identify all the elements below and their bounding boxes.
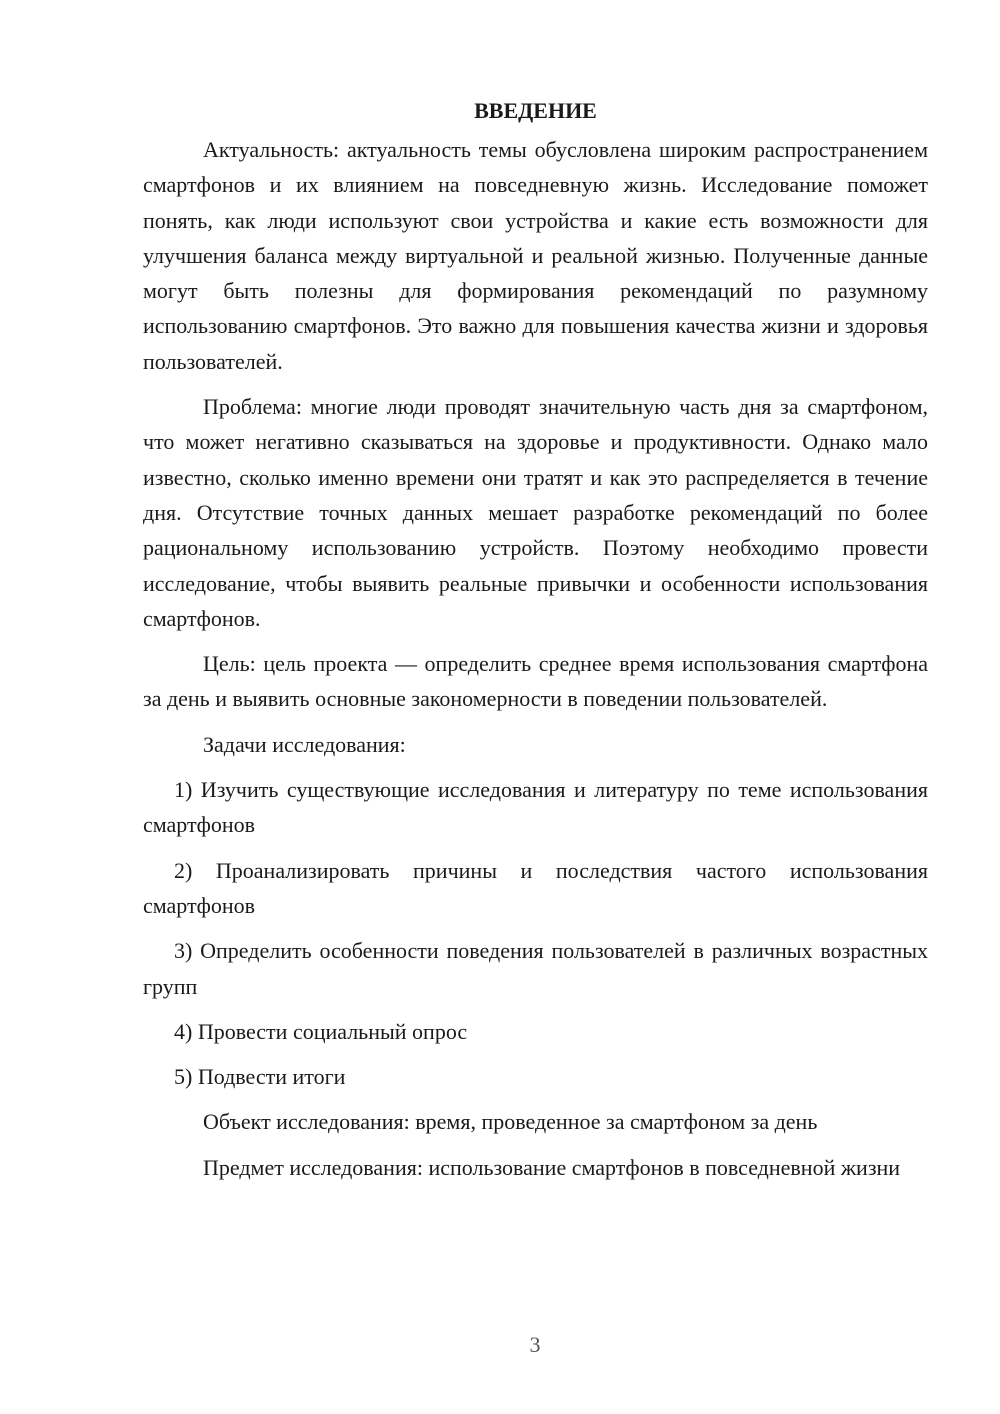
- task-item: 5) Подвести итоги: [174, 1064, 346, 1090]
- task-item: 3) Определить особенности поведения пользователей в различных возрастных групп: [143, 938, 928, 999]
- section-title: ВВЕДЕНИЕ: [474, 98, 597, 123]
- task-item: 4) Провести социальный опрос: [174, 1018, 468, 1044]
- task-item: 2) Проанализировать причины и последствия частого использования смартфонов: [143, 857, 928, 918]
- page-number: 3: [529, 1332, 541, 1357]
- task-item: 1) Изучить существующие исследования и литературу по теме использования смартфонов: [143, 777, 928, 838]
- page-body: [143, 94, 928, 1185]
- object-paragraph: Объект исследования: время, проведенное за смартфоном за день: [203, 1109, 818, 1135]
- problem-paragraph: Проблема: многие люди проводят значительную часть дня за смартфоном, что может негативно сказываться на здоровье и продуктивности. Однако мало известно, сколько именно времени они тратят и как это распределяется в течение дня. Отсутствие точных данных мешает разработке рекомендаций по более рациональному использованию устройств. Поэтому необходимо провести исследование, чтобы выявить реальные привычки и особенности использования смартфонов.: [143, 394, 928, 631]
- tasks-heading: Задачи исследования:: [203, 731, 406, 757]
- subject-paragraph: Предмет исследования: использование смартфонов в повседневной жизни: [203, 1154, 901, 1180]
- relevance-paragraph: Актуальность: актуальность темы обусловлена широким распространением смартфонов и их влиянием на повседневную жизнь. Исследование поможет понять, как люди используют свои устройства и какие есть возможности для улучшения баланса между виртуальной и реальной жизнью. Полученные данные могут быть полезны для формирования рекомендаций по разумному использованию смартфонов. Это важно для повышения качества жизни и здоровья пользователей.: [143, 137, 928, 374]
- goal-paragraph: Цель: цель проекта — определить среднее время использования смартфона за день и выявить основные закономерности в поведении пользователей.: [143, 651, 928, 712]
